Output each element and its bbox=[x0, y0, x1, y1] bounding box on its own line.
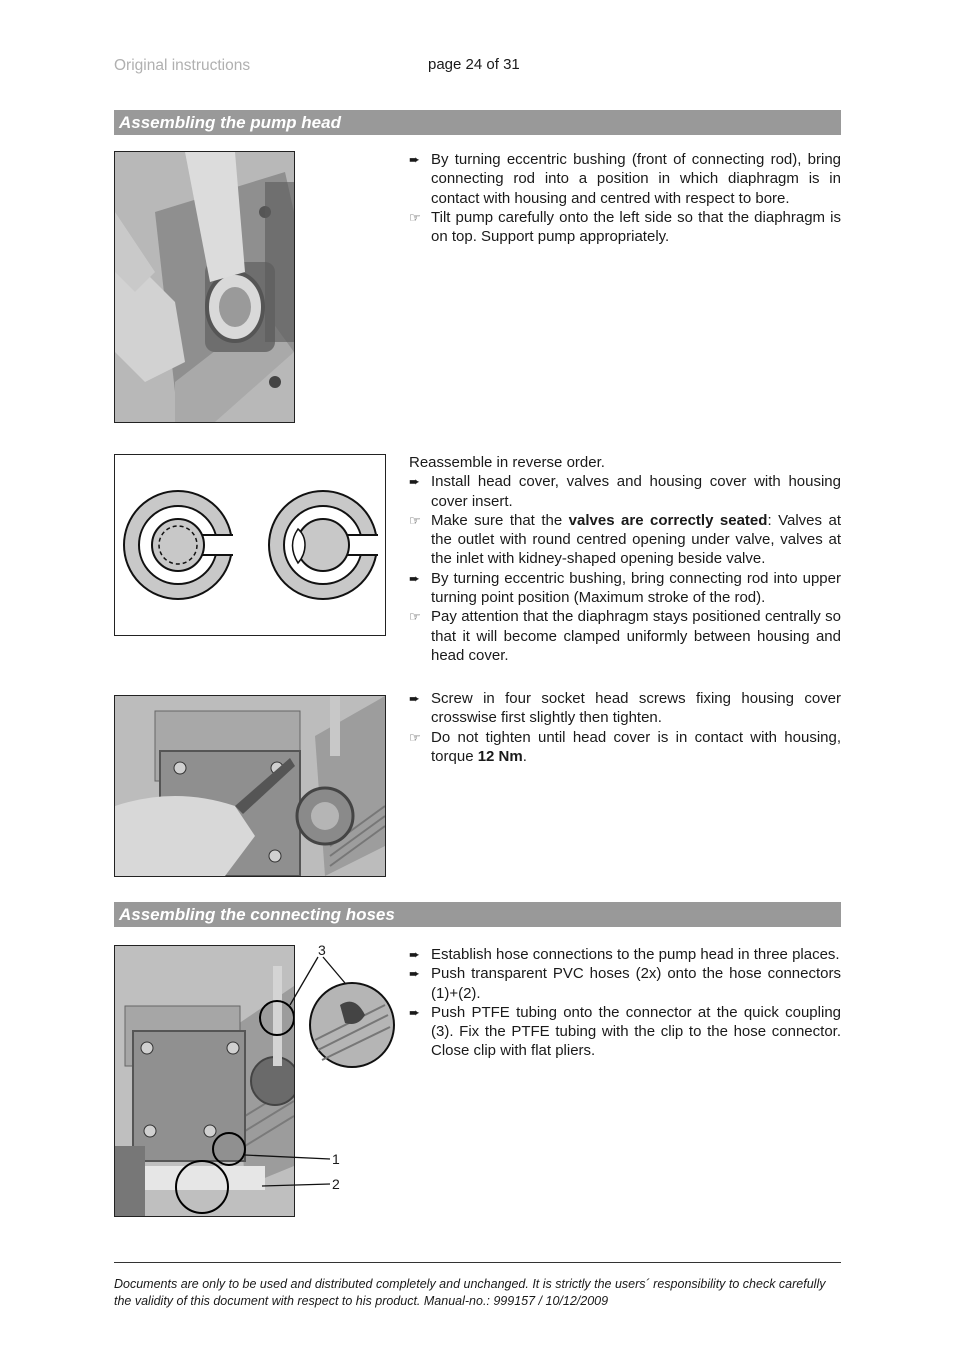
page-number: page 24 of 31 bbox=[428, 56, 520, 73]
list-item bbox=[409, 150, 841, 208]
section-title-pump-head: Assembling the pump head bbox=[114, 110, 841, 135]
diagram-valve-openings bbox=[114, 454, 386, 636]
item-text: Install head cover, valves and housing cover with housing cover insert. bbox=[431, 473, 841, 510]
callout-label-2: 2 bbox=[332, 1176, 340, 1192]
pointing-hand-icon: ☞ bbox=[409, 609, 421, 625]
item-text-pre: Make sure that the bbox=[431, 511, 569, 529]
list-item bbox=[409, 208, 841, 247]
arrow-icon: ➨ bbox=[409, 152, 420, 167]
item-text-pre: Do not tighten until head cover is in contact with housing, torque bbox=[431, 728, 841, 765]
list-item bbox=[409, 689, 841, 728]
list-item bbox=[409, 569, 841, 608]
list-item bbox=[409, 472, 841, 511]
intro-text: Reassemble in reverse order. bbox=[409, 454, 605, 471]
item-text: Tilt pump carefully onto the left side so that the diaphragm is on top. Support pump appropriately. bbox=[431, 208, 841, 246]
item-text: Pay attention that the diaphragm stays positioned centrally so that it will become clamped uniformly between housing and head cover. bbox=[431, 608, 841, 664]
arrow-icon: ➨ bbox=[409, 966, 420, 982]
pointing-hand-icon: ☞ bbox=[409, 729, 421, 745]
item-text: Screw in four socket head screws fixing housing cover crosswise first slightly then tighten. bbox=[431, 690, 841, 727]
list-item bbox=[409, 945, 841, 964]
item-text: By turning eccentric bushing (front of connecting rod), bring connecting rod into a position in which diaphragm is in contact with housing and centred with respect to bore. bbox=[431, 151, 841, 207]
photo-pump-head-diaphragm bbox=[114, 151, 295, 423]
list-item bbox=[409, 964, 841, 1003]
text-block-pump-head-3 bbox=[409, 689, 841, 766]
text-block-pump-head-1 bbox=[409, 150, 841, 246]
arrow-icon: ➨ bbox=[409, 691, 420, 706]
item-text-post: . bbox=[522, 747, 527, 765]
footer-divider bbox=[114, 1262, 841, 1263]
arrow-icon: ➨ bbox=[409, 570, 420, 586]
text-block-hoses bbox=[409, 945, 841, 1061]
item-text: Establish hose connections to the pump head in three places. bbox=[431, 946, 840, 963]
arrow-icon: ➨ bbox=[409, 1004, 420, 1020]
list-item bbox=[409, 728, 841, 767]
item-text-post: : Valves at the outlet with round centred opening under valve, valves at the inlet with kidney-shaped opening beside valve. bbox=[431, 511, 841, 568]
item-text: Push PTFE tubing onto the connector at the quick coupling (3). Fix the PTFE tubing with the clip to the hose connector. Close clip with flat pliers. bbox=[431, 1003, 841, 1060]
pointing-hand-icon: ☞ bbox=[409, 209, 421, 225]
header-original-instructions: Original instructions bbox=[114, 57, 251, 74]
footer-disclaimer: Documents are only to be used and distributed completely and unchanged. It is strictly the users´ responsibility to check carefully the validity of this document with respect to his product. Manual-no.: 999157 / 10/12/2009 bbox=[114, 1277, 826, 1308]
pointing-hand-icon: ☞ bbox=[409, 512, 421, 528]
arrow-icon: ➨ bbox=[409, 474, 420, 490]
arrow-icon: ➨ bbox=[409, 947, 420, 962]
list-item bbox=[409, 607, 841, 665]
callout-lines-and-inset bbox=[240, 945, 400, 1205]
item-text-bold: 12 Nm bbox=[477, 747, 523, 765]
section-title-connecting-hoses: Assembling the connecting hoses bbox=[114, 902, 841, 927]
item-text: By turning eccentric bushing, bring connecting rod into upper turning point position (Maximum stroke of the rod). bbox=[431, 569, 841, 607]
text-block-pump-head-2 bbox=[409, 453, 841, 665]
photo-housing-cover-screws bbox=[114, 695, 386, 877]
list-item bbox=[409, 1003, 841, 1061]
item-text-bold: valves are correctly seated bbox=[568, 511, 768, 529]
list-item bbox=[409, 511, 841, 569]
callout-label-1: 1 bbox=[332, 1151, 340, 1167]
callout-label-3: 3 bbox=[318, 942, 326, 958]
item-text: Push transparent PVC hoses (2x) onto the hose connectors (1)+(2). bbox=[431, 965, 841, 1002]
